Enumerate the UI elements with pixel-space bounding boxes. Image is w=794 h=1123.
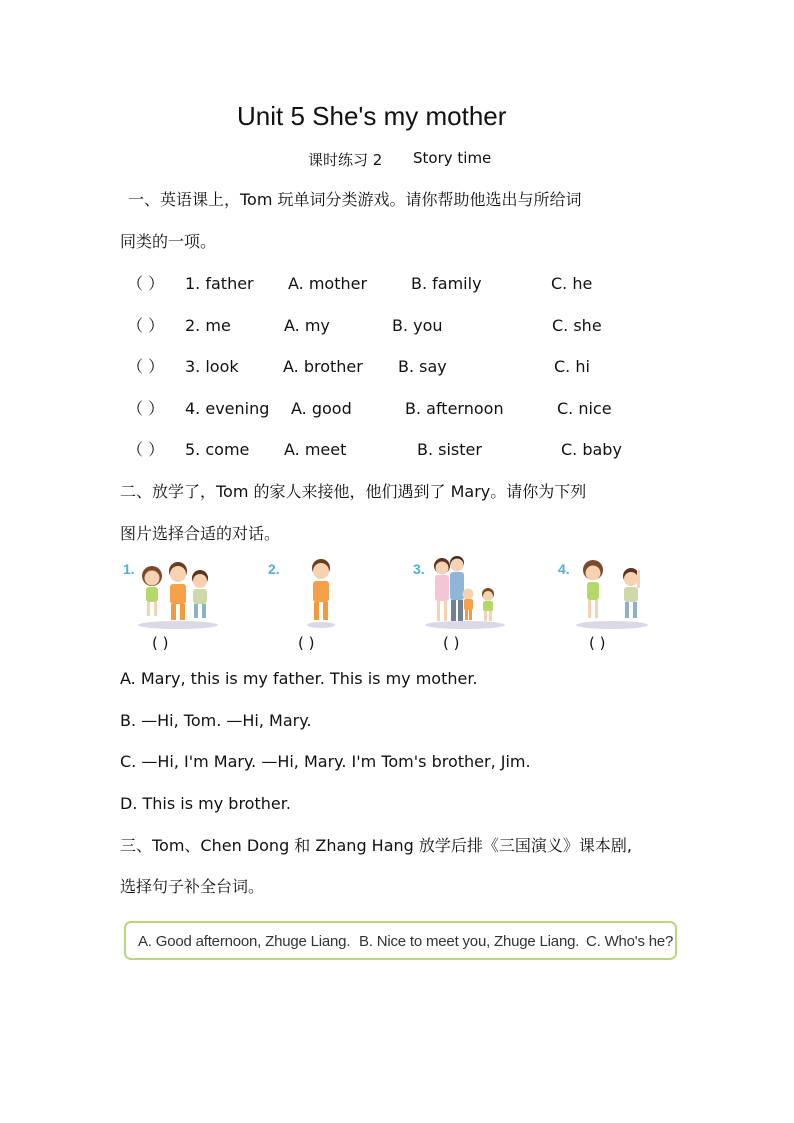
subtitle-lesson: 课时练习 2 <box>308 151 383 169</box>
section1-instruction-line1: 一、英语课上，Tom 玩单词分类游戏。请你帮助他选出与所给词 <box>128 190 582 209</box>
sentence-option-b: B. Nice to meet you, Zhuge Liang. <box>359 933 580 950</box>
option-a: A. mother <box>288 274 368 293</box>
picture-answer-blank[interactable]: ( ) <box>152 634 169 652</box>
answer-blank[interactable]: （ ） <box>127 274 165 293</box>
sentence-option-c: C. Who's he? <box>586 933 674 950</box>
question-word: 1. father <box>185 274 254 293</box>
question-word: 2. me <box>185 316 231 335</box>
picture-number: 4. <box>558 561 570 577</box>
option-a: A. my <box>284 316 330 335</box>
option-c: C. he <box>551 274 593 293</box>
picture-answer-blank[interactable]: ( ) <box>589 634 606 652</box>
option-b: B. sister <box>417 440 482 459</box>
sentence-options-box <box>124 921 677 960</box>
dialogue-option-b: B. —Hi, Tom. —Hi, Mary. <box>120 711 312 730</box>
answer-blank[interactable]: （ ） <box>127 316 165 335</box>
question-word: 4. evening <box>185 399 270 418</box>
picture-number: 3. <box>413 561 425 577</box>
picture-answer-blank[interactable]: ( ) <box>443 634 460 652</box>
question-word: 3. look <box>185 357 239 376</box>
section1-instruction-line2: 同类的一项。 <box>120 232 217 251</box>
picture-number: 1. <box>123 561 135 577</box>
section3-instruction-line2: 选择句子补全台词。 <box>120 877 265 896</box>
option-a: A. good <box>291 399 352 418</box>
option-c: C. baby <box>561 440 622 459</box>
answer-blank[interactable]: （ ） <box>127 440 165 459</box>
dialogue-option-c: C. —Hi, I'm Mary. —Hi, Mary. I'm Tom's brother, Jim. <box>120 752 531 771</box>
sentence-option-a: A. Good afternoon, Zhuge Liang. <box>138 933 351 950</box>
answer-blank[interactable]: （ ） <box>127 357 165 376</box>
answer-blank[interactable]: （ ） <box>127 399 165 418</box>
question-word: 5. come <box>185 440 250 459</box>
option-c: C. nice <box>557 399 612 418</box>
option-b: B. say <box>398 357 447 376</box>
section3-instruction-line1: 三、Tom、Chen Dong 和 Zhang Hang 放学后排《三国演义》课本剧, <box>120 836 632 855</box>
option-c: C. hi <box>554 357 590 376</box>
option-b: B. family <box>411 274 482 293</box>
option-a: A. meet <box>284 440 347 459</box>
section2-instruction-line2: 图片选择合适的对话。 <box>120 524 281 543</box>
dialogue-option-d: D. This is my brother. <box>120 794 291 813</box>
option-a: A. brother <box>283 357 363 376</box>
option-b: B. afternoon <box>405 399 504 418</box>
picture-number: 2. <box>268 561 280 577</box>
option-b: B. you <box>392 316 443 335</box>
option-c: C. she <box>552 316 602 335</box>
picture-girl-and-boy-waving <box>566 556 676 631</box>
picture-family <box>420 556 530 631</box>
dialogue-option-a: A. Mary, this is my father. This is my mother. <box>120 669 478 688</box>
picture-boy <box>266 556 376 631</box>
subtitle-story: Story time <box>413 149 492 167</box>
picture-answer-blank[interactable]: ( ) <box>298 634 315 652</box>
section2-instruction-line1: 二、放学了，Tom 的家人来接他，他们遇到了 Mary。请你为下列 <box>120 482 587 501</box>
page-title: Unit 5 She's my mother <box>237 101 507 131</box>
picture-girl-and-two-boys <box>130 556 240 631</box>
